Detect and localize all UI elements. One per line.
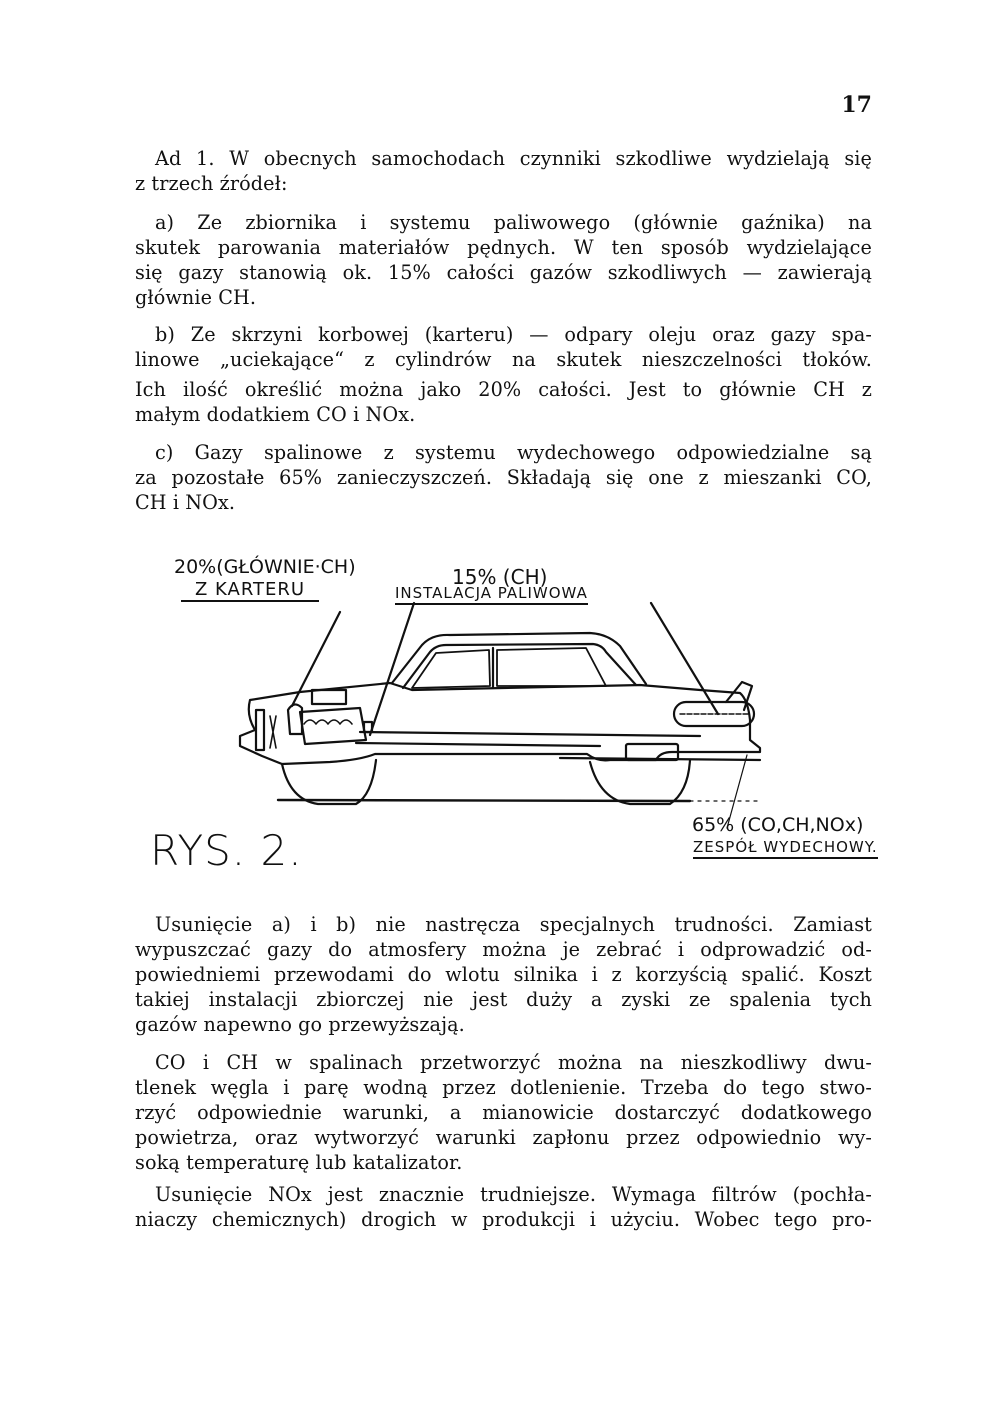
text-line: rzyć odpowiednie warunki, a mianowicie dostarczyć dodatkowego [135, 1101, 872, 1124]
text-line: za pozostałe 65% zanieczyszczeń. Składają się one z mieszanki CO, [135, 466, 872, 489]
text-line: Ich ilość określić można jako 20% całości. Jest to głównie CH z [135, 378, 872, 401]
text-line: takiej instalacji zbiorczej nie jest duży a zyski ze spalenia tych [135, 988, 872, 1011]
label-crankcase-name: Z KARTERU [181, 579, 319, 602]
text-line: wypuszczać gazy do atmosfery można je zebrać i odprowadzić od- [135, 938, 872, 961]
figure-caption: RYS. 2. [150, 826, 303, 875]
text-line: niaczy chemicznych) drogich w produkcji i użyciu. Wobec tego pro- [135, 1208, 872, 1231]
text-line: tlenek węgla i parę wodną przez dotlenienie. Trzeba do tego stwo- [135, 1076, 872, 1099]
text-line: się gazy stanowią ok. 15% całości gazów szkodliwych — zawierają [135, 261, 872, 284]
text-line: głównie CH. [135, 286, 257, 309]
label-fuel-name: INSTALACJA PALIWOWA [395, 584, 588, 605]
paragraph-removal-ab [135, 912, 872, 1037]
label-fuel-share: 15% (CH) [452, 565, 548, 589]
front-wheel [282, 760, 376, 804]
text-line: b) Ze skrzyni korbowej (karteru) — odpary oleju oraz gazy spa- [155, 323, 872, 346]
text-line: soką temperaturę lub katalizator. [135, 1151, 463, 1174]
label-exhaust-name: ZESPÓŁ WYDECHOWY. [693, 838, 878, 859]
leader-fuel-rear [651, 603, 718, 714]
carburettor [288, 704, 302, 734]
text-line: c) Gazy spalinowe z systemu wydechowego odpowiedzialne są [155, 441, 872, 464]
air-filter [312, 690, 346, 704]
roof [392, 633, 646, 684]
text-line: gazów napewno go przewyższają. [135, 1013, 465, 1036]
text-line: z trzech źródeł: [135, 172, 288, 195]
paragraph-nox [135, 1182, 872, 1232]
text-line: Usunięcie a) i b) nie nastręcza specjalnych trudności. Zamiast [155, 913, 872, 936]
car-body [240, 633, 760, 804]
body-outline [240, 683, 760, 764]
label-exhaust-share: 65% (CO,CH,NOx) [692, 814, 864, 836]
rear-window [497, 648, 606, 686]
text-line: małym dodatkiem CO i NOx. [135, 403, 416, 426]
text-line: CH i NOx. [135, 491, 236, 514]
front-window [412, 650, 490, 688]
text-line: Ad 1. W obecnych samochodach czynniki szkodliwe wydzielają się [155, 147, 872, 170]
rear-wheel [590, 760, 690, 804]
text-line: linowe „uciekające“ z cylindrów na skutek nieszczelności tłoków. [135, 348, 872, 371]
text-line: powietrza, oraz wytworzyć warunki zapłonu przez odpowiednio wy- [135, 1126, 872, 1149]
leader-exhaust [727, 755, 747, 828]
text-line: powiedniemi przewodami do wlotu silnika i z korzyścią spalić. Koszt [135, 963, 872, 986]
text-line: skutek parowania materiałów pędnych. W ten sposób wydzielające [135, 236, 872, 259]
engine [256, 690, 372, 750]
ground-line [278, 800, 690, 801]
window-frame [403, 644, 636, 688]
page-number: 17 [841, 92, 872, 118]
radiator [256, 710, 264, 750]
exhaust-manifold [304, 720, 352, 724]
text-line: Usunięcie NOx jest znacznie trudniejsze. Wymaga filtrów (pochła- [155, 1183, 872, 1206]
engine-block [300, 708, 366, 744]
text-line: a) Ze zbiornika i systemu paliwowego (głównie gaźnika) na [155, 211, 872, 234]
label-crankcase-share: 20%(GŁÓWNIE·CH) [174, 556, 356, 578]
fan [270, 716, 276, 748]
paragraph-co-ch [135, 1050, 872, 1175]
leader-fuel-front [370, 603, 414, 735]
text-line: CO i CH w spalinach przetworzyć można na nieszkodliwy dwu- [155, 1051, 872, 1074]
